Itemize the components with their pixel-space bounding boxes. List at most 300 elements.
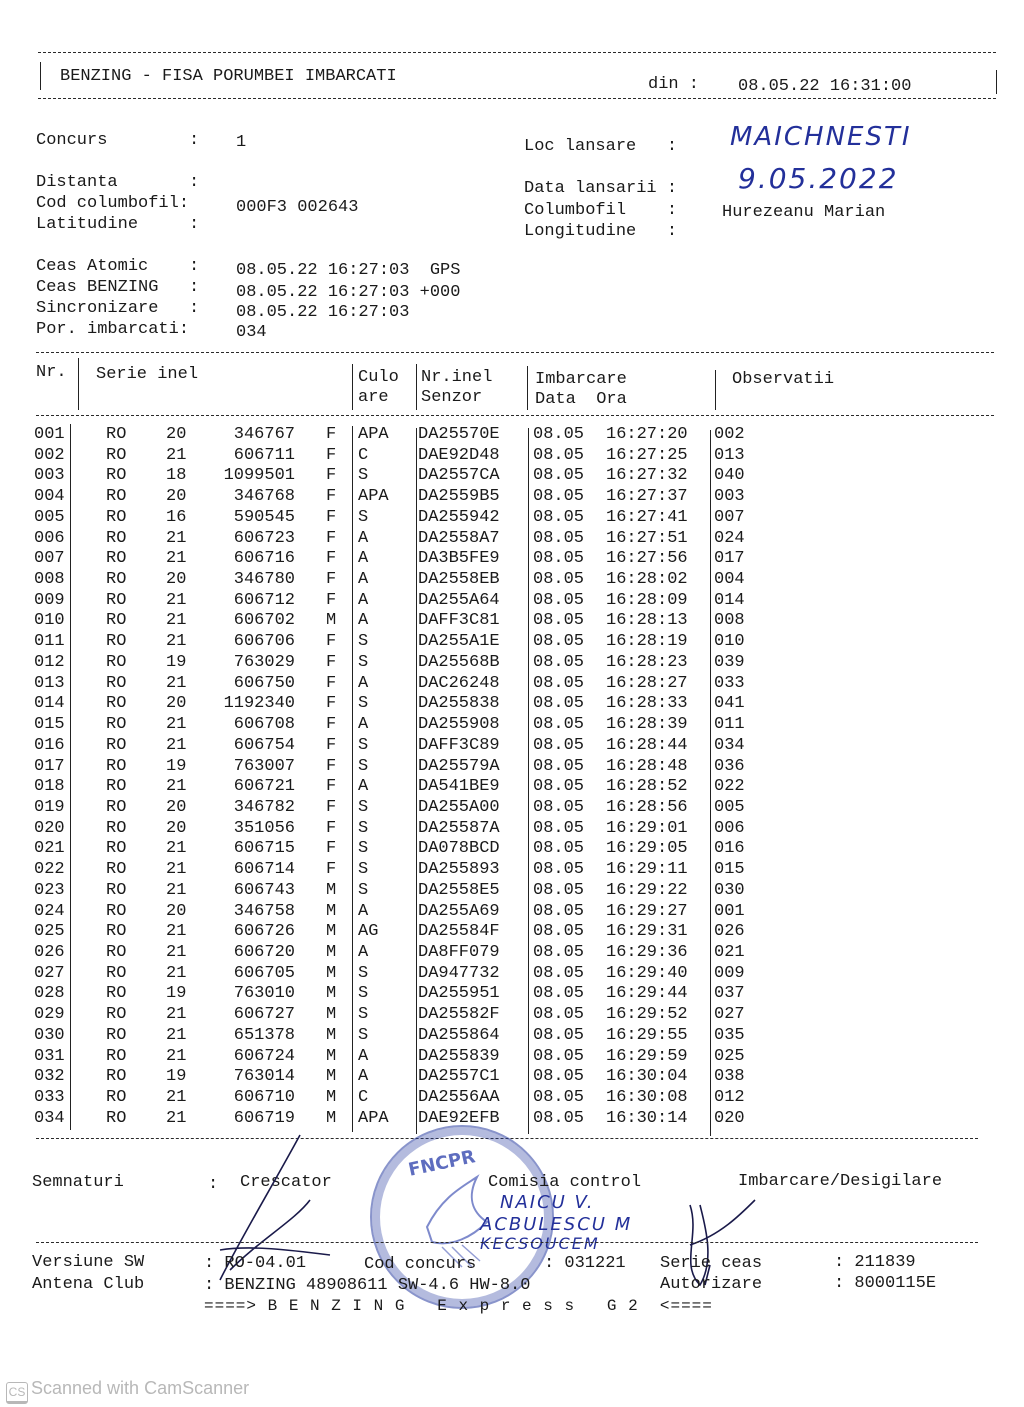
cell-inel: 606706 <box>233 632 295 652</box>
autorizare-label: Autorizare <box>660 1275 763 1294</box>
table-row <box>0 798 1024 819</box>
cell-senzor: DA255893 <box>418 860 500 880</box>
antena-club-value: : BENZING 48908611 SW-4.6 HW-8.0 <box>204 1276 531 1295</box>
header-divider-imbarcare <box>527 366 528 410</box>
cell-tara: RO <box>106 549 127 569</box>
cell-culoare: S <box>358 466 369 486</box>
concurs-label: Concurs : <box>36 131 200 150</box>
cell-ora: 16:28:39 <box>606 715 688 735</box>
cell-culoare: A <box>358 943 369 962</box>
cell-ora: 16:28:56 <box>606 797 688 817</box>
cell-data: 08.05 <box>533 466 585 486</box>
cod-concurs-value: : 031221 <box>544 1254 626 1273</box>
cell-data: 08.05 <box>533 818 585 838</box>
loc-lansare-handwritten: MAICHNESTI <box>730 122 912 152</box>
cell-tara: RO <box>106 425 127 444</box>
col-header-senzor-1: Nr.inel <box>421 368 493 387</box>
cell-obs: 027 <box>714 1005 745 1025</box>
cell-ora: 16:27:51 <box>606 528 688 548</box>
cell-an: 21 <box>166 880 187 900</box>
cell-tara: RO <box>106 818 127 838</box>
cell-nr: 031 <box>34 1046 65 1066</box>
cell-ora: 16:28:09 <box>606 590 688 610</box>
longitudine-label: Longitudine : <box>524 222 678 241</box>
signature-handwritten-3: KECSOUCEM <box>480 1234 600 1253</box>
cell-inel: 606702 <box>233 611 295 631</box>
cell-obs: 025 <box>714 1046 745 1066</box>
cell-tara: RO <box>106 943 127 962</box>
table-row <box>0 736 1024 757</box>
cell-an: 21 <box>166 735 187 755</box>
cell-ora: 16:27:41 <box>606 507 688 527</box>
cell-culoare: S <box>358 694 369 714</box>
cell-culoare: S <box>358 632 369 652</box>
cell-senzor: DA2558E5 <box>418 880 500 900</box>
cell-culoare: APA <box>358 425 389 444</box>
cell-an: 21 <box>166 839 187 859</box>
cell-culoare: A <box>358 715 369 735</box>
cell-ora: 16:28:44 <box>606 735 688 755</box>
cell-an: 19 <box>166 1067 187 1087</box>
cell-sex: M <box>326 611 337 631</box>
cell-sex: F <box>326 735 337 755</box>
cell-data: 08.05 <box>533 1067 585 1087</box>
cell-inel: 606723 <box>233 528 295 548</box>
cell-culoare: S <box>358 756 369 776</box>
cell-ora: 16:29:59 <box>606 1046 688 1066</box>
table-row <box>0 777 1024 798</box>
cell-culoare: C <box>358 445 369 465</box>
cell-senzor: DA25579A <box>418 756 500 776</box>
table-row <box>0 1088 1024 1109</box>
cell-tara: RO <box>106 1005 127 1025</box>
cell-inel: 606716 <box>233 549 295 569</box>
cell-data: 08.05 <box>533 715 585 735</box>
ceas-atomic-value: 08.05.22 16:27:03 GPS <box>236 261 461 280</box>
cell-inel: 606719 <box>233 1108 295 1128</box>
cell-ora: 16:28:02 <box>606 570 688 590</box>
cell-nr: 010 <box>34 611 65 631</box>
col-header-observatii: Observatii <box>732 370 835 389</box>
cell-tara: RO <box>106 735 127 755</box>
cell-nr: 017 <box>34 756 65 776</box>
cell-data: 08.05 <box>533 611 585 631</box>
cell-tara: RO <box>106 922 127 942</box>
cell-senzor: DAFF3C89 <box>418 735 500 755</box>
cell-data: 08.05 <box>533 963 585 983</box>
cell-senzor: DA3B5FE9 <box>418 549 500 569</box>
col-header-serie-inel: Serie inel <box>96 365 199 384</box>
cell-data: 08.05 <box>533 922 585 942</box>
cell-nr: 001 <box>34 425 65 444</box>
cell-data: 08.05 <box>533 839 585 859</box>
cell-inel: 606705 <box>233 963 295 983</box>
cell-tara: RO <box>106 1025 127 1045</box>
cell-obs: 034 <box>714 735 745 755</box>
cell-senzor: DA255A1E <box>418 632 500 652</box>
cell-ora: 16:29:44 <box>606 984 688 1004</box>
cell-inel: 606712 <box>233 590 295 610</box>
cell-nr: 016 <box>34 735 65 755</box>
cell-obs: 001 <box>714 901 745 921</box>
cod-columbofil-value: 000F3 002643 <box>236 198 359 217</box>
table-row <box>0 757 1024 778</box>
table-row <box>0 1026 1024 1047</box>
cell-sex: M <box>326 922 337 942</box>
col-header-culoare-1: Culo <box>358 368 399 387</box>
cell-obs: 003 <box>714 487 745 507</box>
cell-culoare: S <box>358 507 369 527</box>
table-row <box>0 466 1024 487</box>
cell-an: 20 <box>166 797 187 817</box>
table-row <box>0 943 1024 964</box>
cell-data: 08.05 <box>533 984 585 1004</box>
cell-culoare: S <box>358 1025 369 1045</box>
cell-sex: F <box>326 425 337 444</box>
cell-an: 21 <box>166 528 187 548</box>
cell-tara: RO <box>106 1046 127 1066</box>
cell-inel: 346782 <box>233 797 295 817</box>
cell-obs: 039 <box>714 652 745 672</box>
cell-ora: 16:29:31 <box>606 922 688 942</box>
cell-inel: 763029 <box>233 652 295 672</box>
table-row <box>0 674 1024 695</box>
cell-inel: 346767 <box>233 425 295 444</box>
cell-an: 21 <box>166 860 187 880</box>
cell-sex: F <box>326 652 337 672</box>
cell-senzor: DA2559B5 <box>418 487 500 507</box>
ceas-benzing-label: Ceas BENZING : <box>36 278 200 297</box>
cell-culoare: APA <box>358 487 389 507</box>
cell-sex: M <box>326 1088 337 1108</box>
cell-obs: 006 <box>714 818 745 838</box>
cell-data: 08.05 <box>533 528 585 548</box>
cod-columbofil-label: Cod columbofil: <box>36 194 190 213</box>
cell-inel: 606710 <box>233 1088 295 1108</box>
cell-ora: 16:30:04 <box>606 1067 688 1087</box>
cell-an: 21 <box>166 963 187 983</box>
cell-senzor: DAE92D48 <box>418 445 500 465</box>
cell-culoare: S <box>358 652 369 672</box>
cell-an: 21 <box>166 943 187 962</box>
col-header-imbarcare: Imbarcare <box>535 370 627 389</box>
cell-sex: M <box>326 943 337 962</box>
cell-data: 08.05 <box>533 943 585 962</box>
cell-obs: 037 <box>714 984 745 1004</box>
cell-culoare: A <box>358 570 369 590</box>
print-date-label: din : <box>648 75 700 94</box>
cell-tara: RO <box>106 880 127 900</box>
cell-sex: M <box>326 963 337 983</box>
cell-nr: 034 <box>34 1108 65 1128</box>
ceas-benzing-value: 08.05.22 16:27:03 +000 <box>236 283 461 302</box>
cell-culoare: S <box>358 1005 369 1025</box>
cell-sex: F <box>326 632 337 652</box>
cell-tara: RO <box>106 507 127 527</box>
cell-tara: RO <box>106 963 127 983</box>
cell-data: 08.05 <box>533 1088 585 1108</box>
cell-sex: M <box>326 901 337 921</box>
table-row <box>0 591 1024 612</box>
serie-ceas-label: Serie ceas <box>660 1254 763 1273</box>
cell-obs: 009 <box>714 963 745 983</box>
cell-tara: RO <box>106 590 127 610</box>
cell-data: 08.05 <box>533 797 585 817</box>
cell-ora: 16:28:33 <box>606 694 688 714</box>
cell-senzor: DA255839 <box>418 1046 500 1066</box>
cell-sex: F <box>326 839 337 859</box>
data-lansarii-label: Data lansarii : <box>524 179 678 198</box>
cell-nr: 022 <box>34 860 65 880</box>
autorizare-value: : 8000115E <box>834 1274 937 1293</box>
cell-inel: 606726 <box>233 922 295 942</box>
table-row <box>0 860 1024 881</box>
cell-an: 21 <box>166 1108 187 1128</box>
cell-inel: 346758 <box>233 901 295 921</box>
camscanner-text: Scanned with CamScanner <box>31 1378 250 1398</box>
table-row <box>0 964 1024 985</box>
cell-tara: RO <box>106 466 127 486</box>
cell-nr: 012 <box>34 652 65 672</box>
cell-senzor: DAE92EFB <box>418 1108 500 1128</box>
cell-obs: 020 <box>714 1108 745 1128</box>
cell-sex: M <box>326 984 337 1004</box>
cell-inel: 346768 <box>233 487 295 507</box>
cell-senzor: DA2558EB <box>418 570 500 590</box>
cell-ora: 16:28:48 <box>606 756 688 776</box>
table-row <box>0 1047 1024 1068</box>
cell-sex: F <box>326 507 337 527</box>
cell-an: 21 <box>166 1025 187 1045</box>
cell-obs: 035 <box>714 1025 745 1045</box>
cell-culoare: A <box>358 528 369 548</box>
cell-obs: 038 <box>714 1067 745 1087</box>
cell-culoare: A <box>358 1067 369 1087</box>
cell-inel: 606715 <box>233 839 295 859</box>
cell-inel: 606708 <box>233 715 295 735</box>
cell-senzor: DA255951 <box>418 984 500 1004</box>
versiune-sw-label: Versiune SW <box>32 1253 145 1272</box>
stamp-text: FNCPR <box>406 1146 478 1181</box>
cell-obs: 004 <box>714 570 745 590</box>
cell-sex: F <box>326 797 337 817</box>
cell-obs: 008 <box>714 611 745 631</box>
cell-nr: 027 <box>34 963 65 983</box>
cell-data: 08.05 <box>533 735 585 755</box>
cell-senzor: DA078BCD <box>418 839 500 859</box>
cell-inel: 606711 <box>233 445 295 465</box>
cell-data: 08.05 <box>533 880 585 900</box>
cell-senzor: DA541BE9 <box>418 777 500 797</box>
cell-an: 18 <box>166 466 187 486</box>
cell-data: 08.05 <box>533 425 585 444</box>
table-row <box>0 487 1024 508</box>
cell-senzor: DAFF3C81 <box>418 611 500 631</box>
cell-culoare: S <box>358 839 369 859</box>
table-row <box>0 839 1024 860</box>
cell-sex: M <box>326 1005 337 1025</box>
cell-tara: RO <box>106 632 127 652</box>
cell-an: 21 <box>166 1088 187 1108</box>
cell-nr: 028 <box>34 984 65 1004</box>
cell-data: 08.05 <box>533 1005 585 1025</box>
cell-data: 08.05 <box>533 756 585 776</box>
cell-sex: F <box>326 756 337 776</box>
col-header-culoare-2: are <box>358 388 389 407</box>
table-row <box>0 694 1024 715</box>
cell-inel: 590545 <box>233 507 295 527</box>
table-row <box>0 632 1024 653</box>
serie-ceas-value: : 211839 <box>834 1253 916 1272</box>
cell-ora: 16:28:23 <box>606 652 688 672</box>
cell-ora: 16:29:55 <box>606 1025 688 1045</box>
cell-senzor: DA25584F <box>418 922 500 942</box>
cell-an: 21 <box>166 673 187 693</box>
cell-sex: M <box>326 880 337 900</box>
cell-ora: 16:29:01 <box>606 818 688 838</box>
cell-obs: 013 <box>714 445 745 465</box>
title-box-top-border <box>38 52 996 53</box>
porumbei-imbarcati-value: 034 <box>236 323 267 342</box>
columbofil-value: Hurezeanu Marian <box>722 203 886 222</box>
cell-culoare: A <box>358 611 369 631</box>
cell-nr: 002 <box>34 445 65 465</box>
antena-club-label: Antena Club <box>32 1275 145 1294</box>
header-divider-observatii <box>715 370 716 410</box>
cell-sex: M <box>326 1067 337 1087</box>
cell-ora: 16:28:13 <box>606 611 688 631</box>
cell-senzor: DA2557C1 <box>418 1067 500 1087</box>
cell-nr: 018 <box>34 777 65 797</box>
signature-comisia-label: Comisia control <box>488 1173 642 1192</box>
cell-ora: 16:29:36 <box>606 943 688 962</box>
camscanner-logo-icon: CS <box>6 1382 28 1404</box>
cell-tara: RO <box>106 673 127 693</box>
cell-obs: 022 <box>714 777 745 797</box>
cell-obs: 024 <box>714 528 745 548</box>
cell-inel: 763014 <box>233 1067 295 1087</box>
cell-data: 08.05 <box>533 860 585 880</box>
sincronizare-label: Sincronizare : <box>36 299 200 318</box>
cell-obs: 015 <box>714 860 745 880</box>
cell-obs: 010 <box>714 632 745 652</box>
signatures-colon: : <box>208 1175 219 1194</box>
cell-tara: RO <box>106 901 127 921</box>
cell-obs: 011 <box>714 715 745 735</box>
table-row <box>0 984 1024 1005</box>
cell-tara: RO <box>106 1088 127 1108</box>
cell-an: 21 <box>166 611 187 631</box>
cell-culoare: S <box>358 860 369 880</box>
signatures-label: Semnaturi <box>32 1173 124 1192</box>
cell-senzor: DA255838 <box>418 694 500 714</box>
cell-senzor: DA2556AA <box>418 1088 500 1108</box>
cell-inel: 763010 <box>233 984 295 1004</box>
cell-inel: 606727 <box>233 1005 295 1025</box>
cell-tara: RO <box>106 570 127 590</box>
cell-tara: RO <box>106 694 127 714</box>
cell-data: 08.05 <box>533 901 585 921</box>
cell-culoare: AG <box>358 922 379 942</box>
cell-data: 08.05 <box>533 487 585 507</box>
cell-data: 08.05 <box>533 694 585 714</box>
print-date-value: 08.05.22 16:31:00 <box>738 77 912 96</box>
cell-obs: 041 <box>714 694 745 714</box>
cell-nr: 009 <box>34 590 65 610</box>
cell-an: 21 <box>166 549 187 569</box>
cell-inel: 346780 <box>233 570 295 590</box>
cell-culoare: S <box>358 880 369 900</box>
cell-obs: 026 <box>714 922 745 942</box>
cell-senzor: DA255908 <box>418 715 500 735</box>
cell-senzor: DA255A00 <box>418 797 500 817</box>
camscanner-watermark <box>6 1378 249 1404</box>
table-row <box>0 570 1024 591</box>
cell-obs: 012 <box>714 1088 745 1108</box>
cell-inel: 606720 <box>233 943 295 962</box>
cell-culoare: A <box>358 777 369 797</box>
cell-tara: RO <box>106 1067 127 1087</box>
cell-nr: 020 <box>34 818 65 838</box>
cell-sex: M <box>326 1025 337 1045</box>
cell-sex: M <box>326 1108 337 1128</box>
cell-nr: 030 <box>34 1025 65 1045</box>
cell-tara: RO <box>106 860 127 880</box>
cell-sex: M <box>326 1046 337 1066</box>
cell-ora: 16:29:22 <box>606 880 688 900</box>
sincronizare-value: 08.05.22 16:27:03 <box>236 303 410 322</box>
cell-data: 08.05 <box>533 1025 585 1045</box>
cell-obs: 007 <box>714 507 745 527</box>
cell-senzor: DA25570E <box>418 425 500 444</box>
cell-senzor: DA947732 <box>418 963 500 983</box>
cell-ora: 16:27:56 <box>606 549 688 569</box>
cell-data: 08.05 <box>533 1046 585 1066</box>
cell-culoare: S <box>358 797 369 817</box>
cell-ora: 16:27:20 <box>606 425 688 444</box>
cell-culoare: S <box>358 735 369 755</box>
cell-an: 19 <box>166 756 187 776</box>
cell-tara: RO <box>106 797 127 817</box>
header-divider-senzor <box>416 364 417 410</box>
cell-data: 08.05 <box>533 590 585 610</box>
cell-ora: 16:29:11 <box>606 860 688 880</box>
cell-sex: F <box>326 445 337 465</box>
cell-ora: 16:29:05 <box>606 839 688 859</box>
cell-an: 21 <box>166 590 187 610</box>
table-row <box>0 446 1024 467</box>
cell-sex: F <box>326 466 337 486</box>
cell-senzor: DA2557CA <box>418 466 500 486</box>
cell-culoare: A <box>358 590 369 610</box>
cell-data: 08.05 <box>533 445 585 465</box>
cell-an: 20 <box>166 487 187 507</box>
cell-obs: 017 <box>714 549 745 569</box>
title-box-left-border <box>40 62 41 90</box>
document-title: BENZING - FISA PORUMBEI IMBARCATI <box>60 67 397 86</box>
title-box-bottom-border <box>38 98 996 99</box>
cell-sex: F <box>326 487 337 507</box>
cell-an: 21 <box>166 1046 187 1066</box>
cell-nr: 024 <box>34 901 65 921</box>
cell-obs: 021 <box>714 943 745 962</box>
col-header-senzor-2: Senzor <box>421 388 483 407</box>
table-header-bottom-border <box>36 415 994 416</box>
cell-inel: 606721 <box>233 777 295 797</box>
cell-data: 08.05 <box>533 632 585 652</box>
cell-senzor: DAC26248 <box>418 673 500 693</box>
cell-obs: 005 <box>714 797 745 817</box>
